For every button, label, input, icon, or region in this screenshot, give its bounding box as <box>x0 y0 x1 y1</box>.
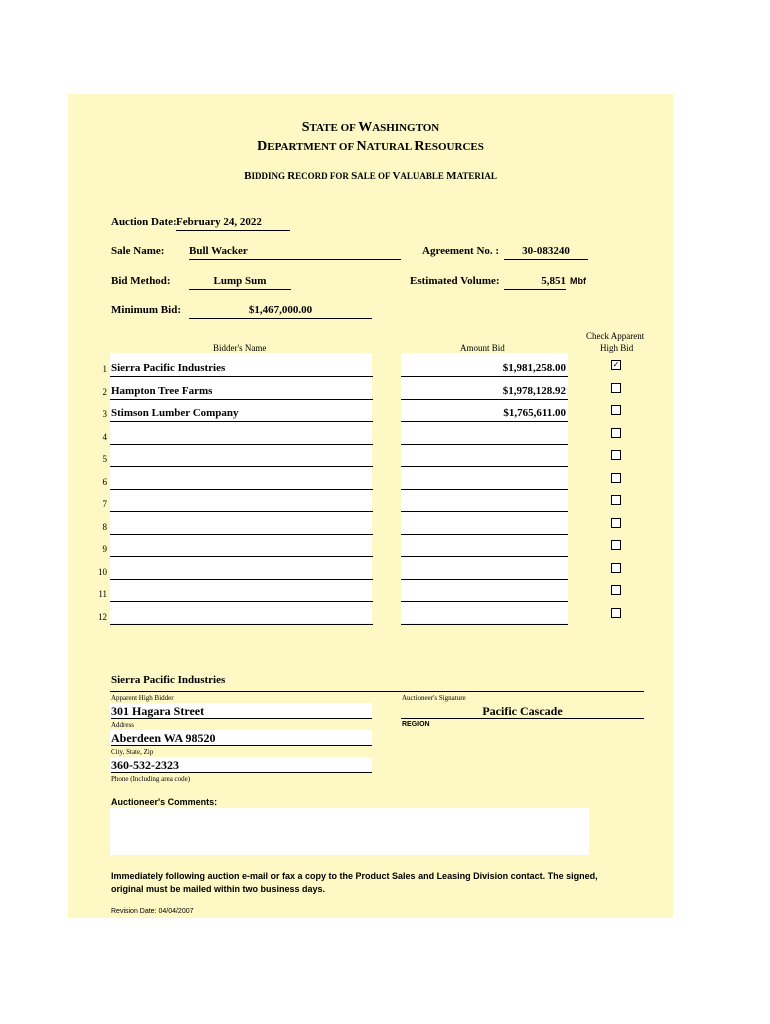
signature-label: Auctioneer's Signature <box>402 694 466 702</box>
region-label: REGION <box>402 721 430 728</box>
row-number: 2 <box>102 386 107 397</box>
amount-bid-cell[interactable] <box>401 561 568 580</box>
high-bid-checkbox[interactable] <box>611 450 621 460</box>
amount-bid-cell[interactable] <box>401 606 568 625</box>
title-department: DEPARTMENT OF NATURAL RESOURCES <box>257 139 484 154</box>
row-number: 3 <box>102 409 107 419</box>
winner-rule <box>110 691 644 692</box>
row-number: 8 <box>102 521 107 532</box>
amount-bid-cell[interactable]: $1,978,128.92 <box>401 381 568 400</box>
bid-method-label: Bid Method: <box>111 275 171 287</box>
title-bidding-record: BIDDING RECORD FOR SALE OF VALUABLE MATERIAL <box>244 170 497 182</box>
check-header-line1: Check Apparent <box>586 331 645 341</box>
winner-name: Sierra Pacific Industries <box>111 674 226 686</box>
high-bid-checkbox[interactable] <box>611 608 621 618</box>
city-label: City, State, Zip <box>111 748 154 756</box>
high-bid-checkbox[interactable] <box>611 405 621 415</box>
amount-bid-cell[interactable]: $1,765,611.00 <box>401 403 568 422</box>
auction-date-label: Auction Date: <box>111 216 177 228</box>
winner-city[interactable]: Aberdeen WA 98520 <box>111 731 372 746</box>
high-bid-checkbox[interactable] <box>611 383 621 393</box>
comments-box[interactable] <box>110 808 589 855</box>
min-bid-label: Minimum Bid: <box>111 304 181 316</box>
agreement-label: Agreement No. : <box>422 245 500 257</box>
bidder-name-header: Bidder's Name <box>213 343 267 353</box>
comments-label: Auctioneer's Comments: <box>111 797 218 807</box>
est-volume-unit: Mbf <box>570 276 586 286</box>
row-number: 4 <box>102 431 107 442</box>
min-bid-field[interactable]: $1,467,000.00 <box>189 304 372 319</box>
high-bid-checkbox[interactable] <box>611 428 621 438</box>
high-bid-checkbox[interactable] <box>611 540 621 550</box>
bidder-name-cell[interactable]: Stimson Lumber Company <box>110 403 373 422</box>
row-number: 5 <box>102 454 107 464</box>
title-state: STATE OF WASHINGTON <box>301 120 440 135</box>
high-bid-checkbox[interactable] <box>611 495 621 505</box>
phone-label: Phone (Including area code) <box>111 775 191 783</box>
row-number: 1 <box>102 364 107 374</box>
bidder-name-cell[interactable] <box>110 516 373 535</box>
high-bid-checkbox[interactable] <box>611 473 621 483</box>
notice-line2: original must be mailed within two business days. <box>111 884 326 894</box>
high-bid-checkbox[interactable]: ✓ <box>612 360 620 369</box>
high-bid-checkbox[interactable] <box>611 518 621 528</box>
amount-bid-cell[interactable]: $1,981,258.00 <box>401 358 568 377</box>
amount-bid-cell[interactable] <box>401 471 568 490</box>
row-number: 11 <box>98 589 107 599</box>
row-number: 12 <box>98 611 107 622</box>
check-header-line2: High Bid <box>600 343 634 353</box>
sale-name-label: Sale Name: <box>111 245 165 257</box>
bidder-name-cell[interactable] <box>110 538 373 557</box>
bidder-name-cell[interactable] <box>110 606 373 625</box>
amount-bid-cell[interactable] <box>401 538 568 557</box>
winner-name-label: Apparent High Bidder <box>111 694 174 702</box>
bidder-name-cell[interactable] <box>110 493 373 512</box>
amount-bid-cell[interactable] <box>401 516 568 535</box>
high-bid-checkbox[interactable] <box>611 585 621 595</box>
est-volume-label: Estimated Volume: <box>410 275 500 287</box>
auction-date-field[interactable]: February 24, 2022 <box>176 216 290 231</box>
amount-bid-cell[interactable] <box>401 426 568 445</box>
bidder-name-cell[interactable]: Hampton Tree Farms <box>110 381 373 400</box>
amount-bid-cell[interactable] <box>401 583 568 602</box>
row-number: 9 <box>102 544 107 554</box>
row-number: 7 <box>102 499 107 509</box>
sale-name-field[interactable]: Bull Wacker <box>189 245 401 260</box>
bidder-name-cell[interactable] <box>110 583 373 602</box>
row-number: 10 <box>98 566 107 577</box>
revision-date: Revision Date: 04/04/2007 <box>111 908 194 915</box>
est-volume-field[interactable]: 5,851 <box>504 275 566 290</box>
bidder-name-cell[interactable] <box>110 561 373 580</box>
amount-bid-header: Amount Bid <box>460 343 505 353</box>
amount-bid-cell[interactable] <box>401 493 568 512</box>
form-sheet <box>68 94 673 918</box>
bidder-name-cell[interactable] <box>110 448 373 467</box>
notice-line1: Immediately following auction e-mail or fax a copy to the Product Sales and Leasing Division contact. The signed, <box>111 871 598 881</box>
bidder-name-cell[interactable] <box>110 426 373 445</box>
region-field[interactable]: Pacific Cascade <box>401 704 644 719</box>
high-bid-checkbox[interactable] <box>611 563 621 573</box>
row-number: 6 <box>102 476 107 487</box>
winner-address[interactable]: 301 Hagara Street <box>111 704 372 719</box>
winner-phone[interactable]: 360-532-2323 <box>111 758 372 773</box>
bidder-name-cell[interactable] <box>110 471 373 490</box>
bidder-name-cell[interactable]: Sierra Pacific Industries <box>110 358 373 377</box>
bid-method-field[interactable]: Lump Sum <box>189 275 291 290</box>
address-label: Address <box>111 721 134 729</box>
amount-bid-cell[interactable] <box>401 448 568 467</box>
agreement-field[interactable]: 30-083240 <box>504 245 588 260</box>
